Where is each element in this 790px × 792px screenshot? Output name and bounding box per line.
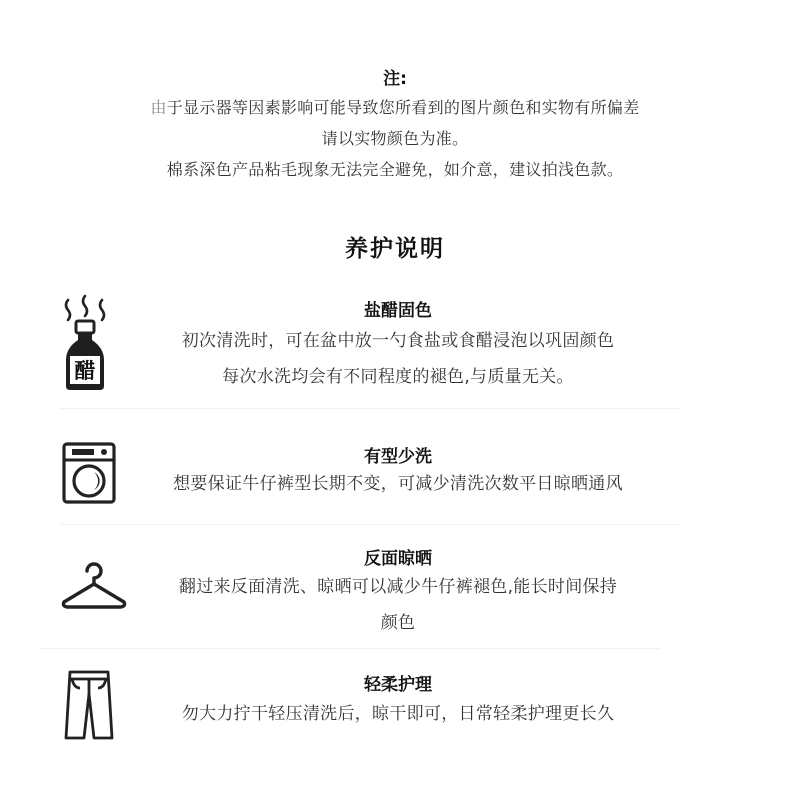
care-item-text-1: 初次清洗时，可在盆中放一勺食盐或食醋浸泡以巩固颜色 xyxy=(181,331,615,351)
care-item-title: 轻柔护理 xyxy=(364,675,432,695)
divider xyxy=(40,648,660,649)
care-item-text-1: 想要保证牛仔裤型长期不变，可减少清洗次数平日晾晒通风 xyxy=(173,474,623,494)
notice-line-1-first: 由 xyxy=(150,98,167,117)
care-item-text-1: 翻过来反面清洗、晾晒可以减少牛仔裤褪色,能长时间保持 xyxy=(178,577,618,597)
care-item-text-1: 勿大力拧干轻压清洗后，晾干即可，日常轻柔护理更长久 xyxy=(181,704,615,724)
care-section-title: 养护说明 xyxy=(345,236,445,262)
care-item-title: 有型少洗 xyxy=(364,447,432,467)
notice-title: 注: xyxy=(383,69,407,89)
notice-line-3: 棉系深色产品粘毛现象无法完全避免，如介意，建议拍浅色款。 xyxy=(166,160,624,179)
vinegar-label: 醋 xyxy=(74,359,96,383)
care-item-title: 反面晾晒 xyxy=(364,549,432,569)
divider xyxy=(60,524,680,525)
care-item-text-2: 颜色 xyxy=(380,613,416,633)
divider xyxy=(60,408,680,409)
notice-block xyxy=(0,66,790,185)
notice-line-1-rest: 于显示器等因素影响可能导致您所看到的图片颜色和实物有所偏差 xyxy=(166,98,640,117)
notice-line-2: 请以实物颜色为准。 xyxy=(321,129,469,148)
care-item-title: 盐醋固色 xyxy=(364,301,432,321)
care-item-text-2: 每次水洗均会有不同程度的褪色,与质量无关。 xyxy=(222,367,574,387)
notice-line-1 xyxy=(0,92,790,123)
